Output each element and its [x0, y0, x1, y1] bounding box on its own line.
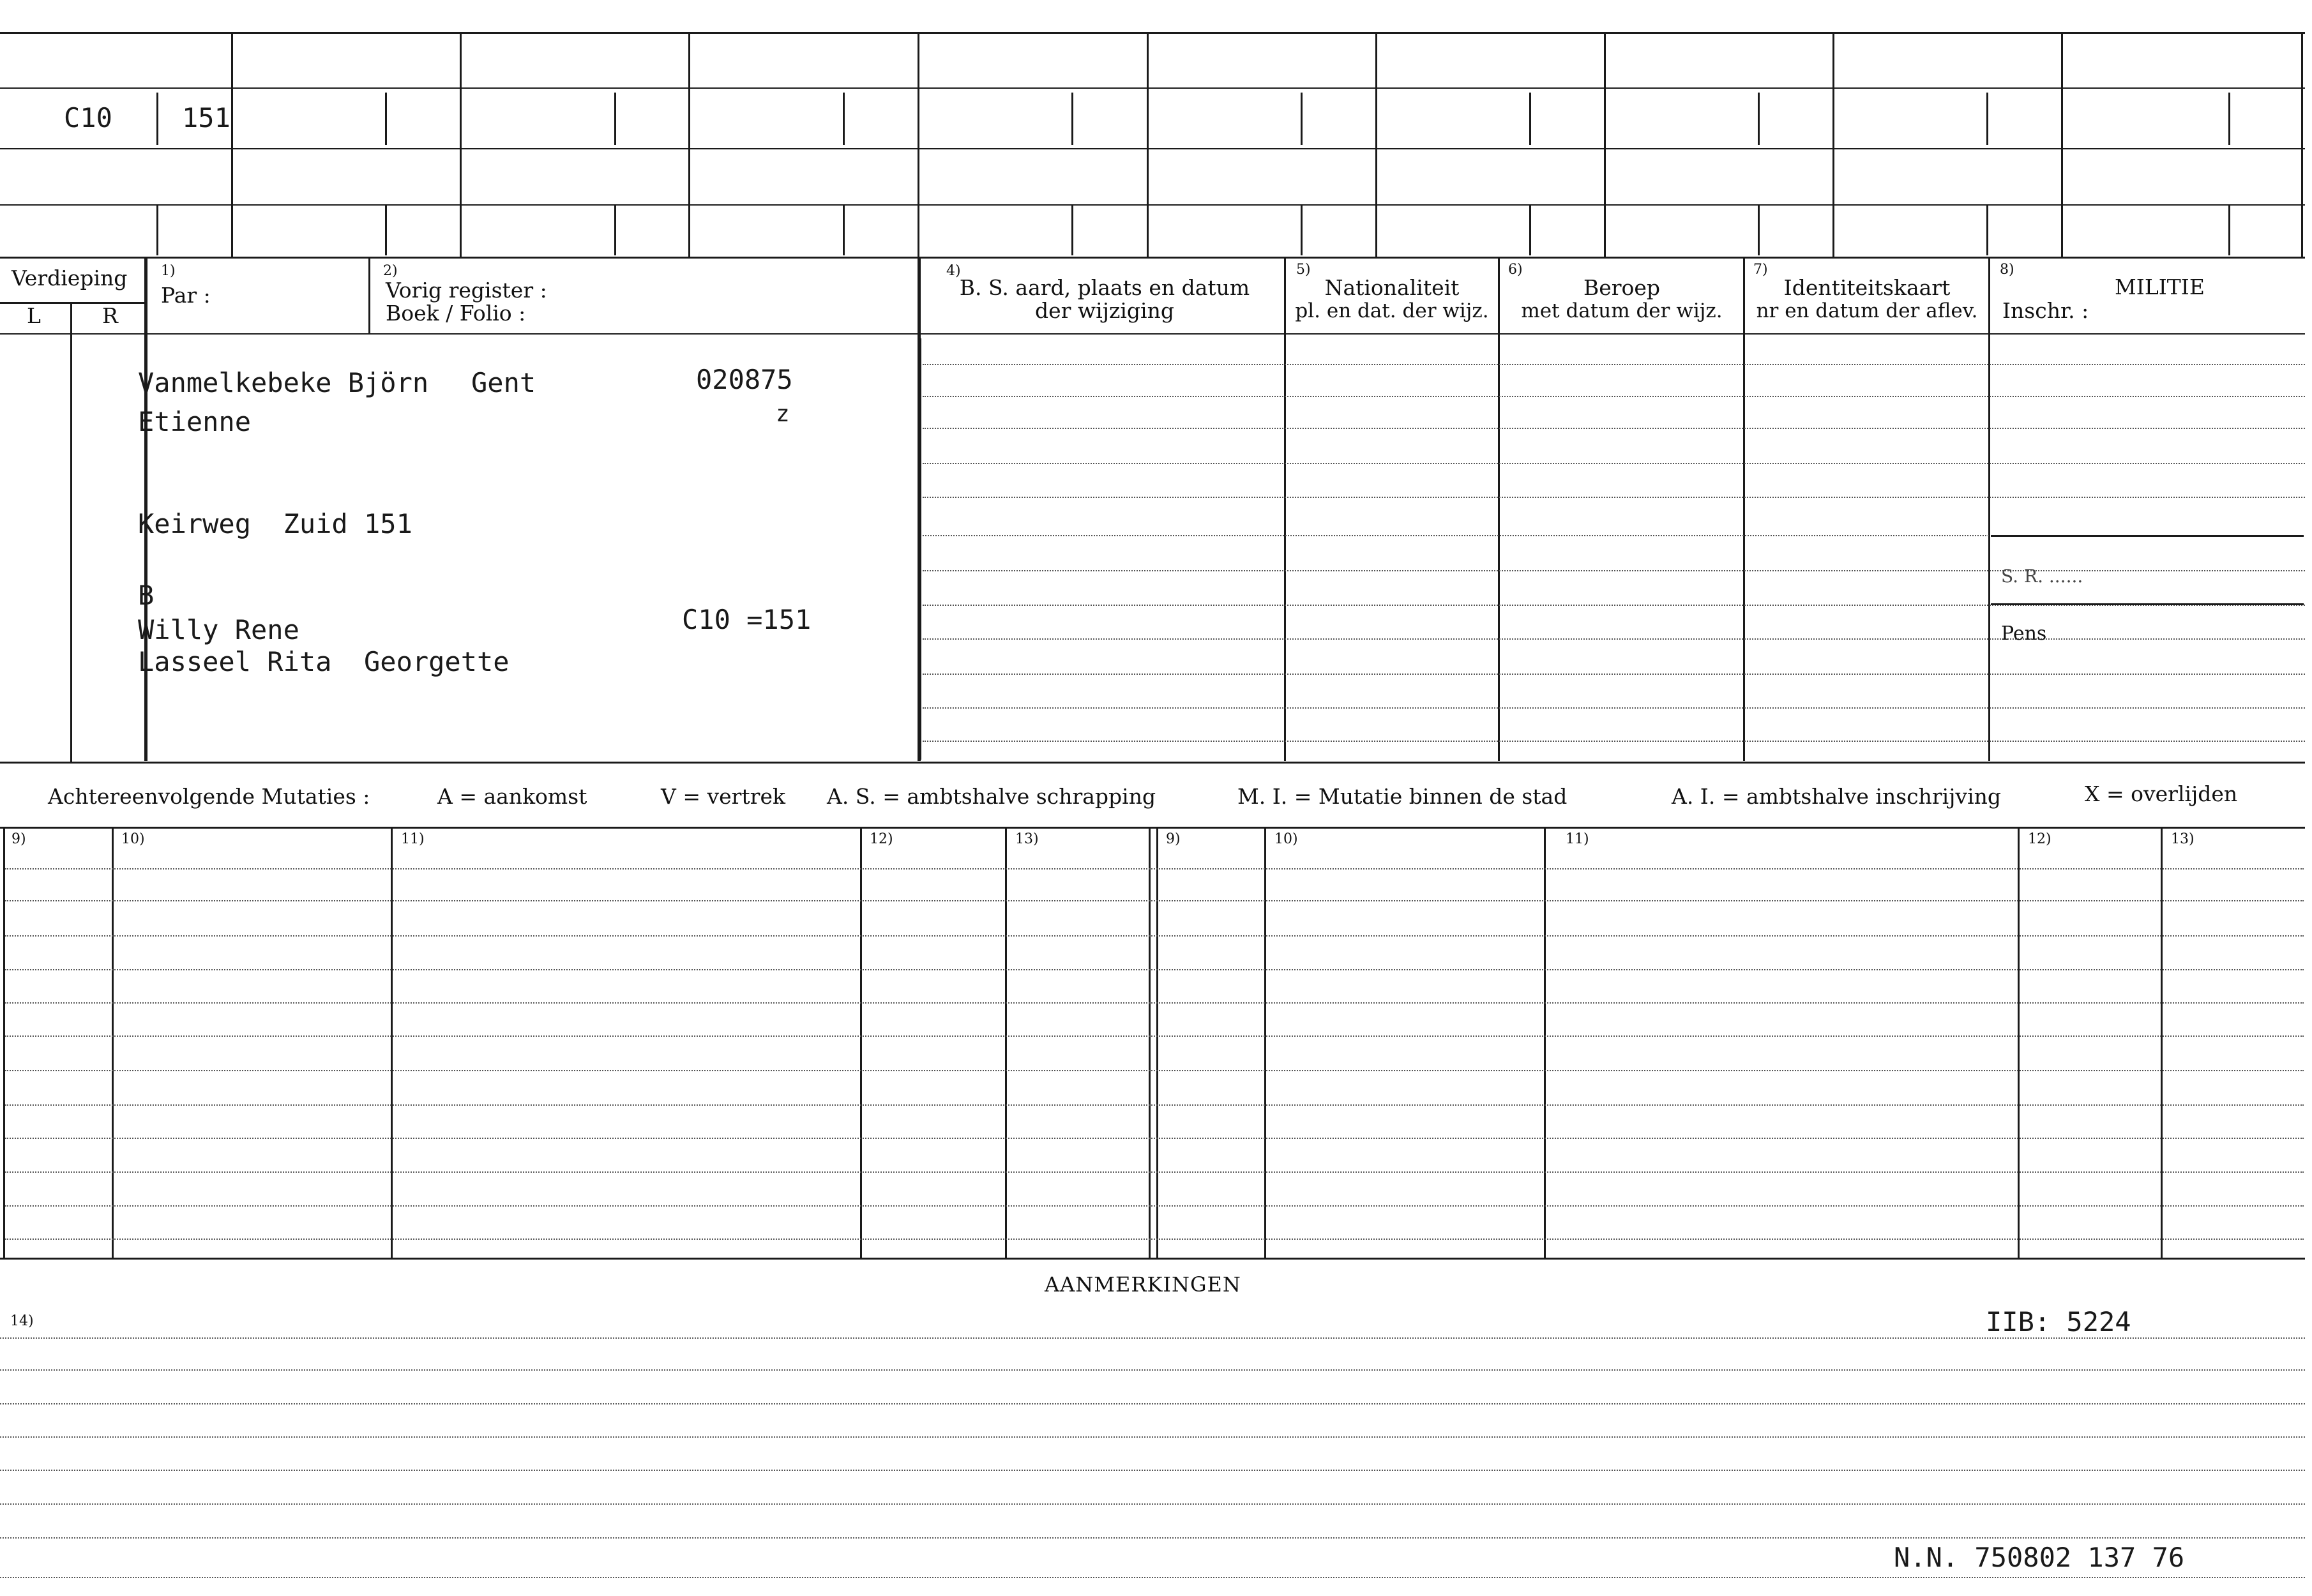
mutation-ai: A. I. = ambtshalve inschrijving [1672, 784, 2002, 809]
col6-number: 6) [1508, 262, 1523, 278]
remarks-title: AANMERKINGEN [1045, 1272, 1241, 1297]
inschr-label: Inschr. : [2002, 298, 2089, 323]
person-reference: C10 =151 [682, 604, 812, 635]
mutation-col-12a: 12) [870, 831, 893, 847]
person-father: Willy Rene [138, 614, 299, 645]
militie-title: MILITIE [2115, 275, 2205, 299]
remarks-code: IIB: 5224 [1986, 1306, 2131, 1337]
verdieping-label: Verdieping [11, 266, 128, 290]
col6-line2: met datum der wijz. [1521, 299, 1723, 322]
mutation-col-10b: 10) [1274, 831, 1298, 847]
person-birthdate: 020875 [696, 364, 793, 395]
mutation-mi: M. I. = Mutatie binnen de stad [1237, 784, 1568, 809]
person-marker: B [138, 580, 155, 611]
col6-line1: Beroep [1583, 275, 1661, 300]
col8-number: 8) [2000, 262, 2014, 278]
person-birthplace: Gent [471, 367, 536, 398]
person-mother: Lasseel Rita Georgette [138, 646, 510, 677]
remarks-number: 14) [10, 1313, 34, 1329]
sr-label: S. R. ...... [2001, 566, 2083, 587]
national-number: N.N. 750802 137 76 [1894, 1542, 2185, 1573]
person-block-bottom [0, 762, 2305, 764]
col2-number: 2) [383, 263, 398, 279]
col4-line1: B. S. aard, plaats en datum [959, 275, 1250, 300]
mutations-label: Achtereenvolgende Mutaties : [48, 784, 370, 809]
mutation-a: A = aankomst [437, 784, 587, 809]
mutation-col-9a: 9) [11, 831, 26, 847]
col5-line1: Nationaliteit [1324, 275, 1460, 300]
pens-label: Pens [2001, 622, 2047, 645]
person-sex: z [776, 401, 790, 427]
house-number: 151 [182, 102, 230, 133]
mutation-v: V = vertrek [661, 784, 785, 809]
col4-line2: der wijziging [1035, 298, 1174, 323]
mutation-col-13a: 13) [1015, 831, 1039, 847]
col1-number: 1) [161, 263, 176, 279]
col5-line2: pl. en dat. der wijz. [1295, 299, 1489, 322]
person-second-name: Etienne [138, 406, 252, 437]
mutation-col-10a: 10) [121, 831, 145, 847]
mutation-x: X = overlijden [2085, 781, 2238, 806]
col7-number: 7) [1753, 262, 1768, 278]
right-label: R [102, 303, 118, 328]
block-code: C10 [64, 102, 112, 133]
mutation-col-11b: 11) [1566, 831, 1589, 847]
col7-line2: nr en datum der aflev. [1756, 299, 1978, 322]
person-block-divider [919, 338, 921, 760]
col4-number: 4) [946, 263, 961, 279]
col2-line2: Boek / Folio : [386, 301, 526, 326]
col2-line1: Vorig register : [386, 278, 547, 303]
mutation-col-9b: 9) [1166, 831, 1181, 847]
col5-number: 5) [1296, 262, 1311, 278]
left-label: L [27, 303, 41, 328]
mutation-col-13b: 13) [2171, 831, 2195, 847]
person-surname: Vanmelkebeke Björn [138, 367, 429, 398]
person-address: Keirweg Zuid 151 [138, 508, 412, 539]
mutation-col-12b: 12) [2028, 831, 2051, 847]
col1-label: Par : [161, 283, 211, 308]
col7-line1: Identiteitskaart [1783, 275, 1951, 300]
mutation-as: A. S. = ambtshalve schrapping [827, 784, 1156, 809]
mutation-col-11a: 11) [401, 831, 425, 847]
